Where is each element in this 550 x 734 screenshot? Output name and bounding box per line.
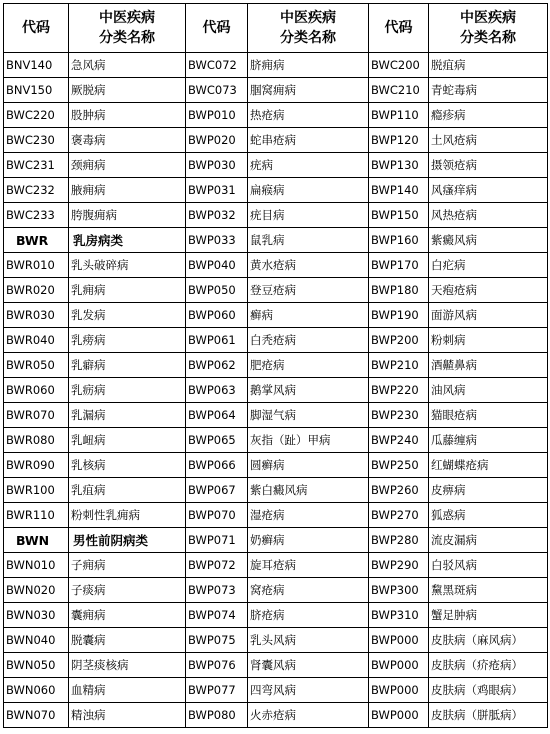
disease-code: BWP071 — [186, 528, 248, 553]
disease-name: 乳发病 — [69, 303, 186, 328]
header-name-line2: 分类名称 — [280, 30, 336, 46]
disease-name: 红蝴蝶疮病 — [429, 453, 548, 478]
header-name — [429, 4, 548, 53]
header-name — [69, 4, 186, 53]
disease-name: 狐惑病 — [429, 503, 548, 528]
header-name-line2: 分类名称 — [460, 30, 516, 46]
disease-name: 黄水疮病 — [248, 253, 369, 278]
disease-code: BWP220 — [369, 378, 429, 403]
disease-name: 皮肤病（胼胝病） — [429, 703, 548, 728]
disease-code: BWP280 — [369, 528, 429, 553]
disease-code: BWP230 — [369, 403, 429, 428]
disease-name: 圆癣病 — [248, 453, 369, 478]
header-row — [4, 4, 548, 53]
disease-code: BWN030 — [4, 603, 69, 628]
disease-code: BWP140 — [369, 178, 429, 203]
header-name-line1: 中医疾病 — [280, 10, 336, 26]
disease-name: 血精病 — [69, 678, 186, 703]
disease-name: 窝疮病 — [248, 578, 369, 603]
category-name: 男性前阴病类 — [69, 528, 186, 553]
disease-name: 紫癜风病 — [429, 228, 548, 253]
disease-code: BWP290 — [369, 553, 429, 578]
disease-name: 股肿病 — [69, 103, 186, 128]
disease-name: 摄领疮病 — [429, 153, 548, 178]
disease-name: 乳头破碎病 — [69, 253, 186, 278]
disease-name: 白驳风病 — [429, 553, 548, 578]
disease-name: 子痈病 — [69, 553, 186, 578]
disease-name: 皮肤病（鸡眼病） — [429, 678, 548, 703]
disease-name: 脱囊病 — [69, 628, 186, 653]
table-row — [4, 178, 548, 203]
disease-name: 厥脱病 — [69, 78, 186, 103]
table-row — [4, 228, 548, 253]
disease-code: BWC230 — [4, 128, 69, 153]
disease-name: 热疮病 — [248, 103, 369, 128]
disease-code: BWR050 — [4, 353, 69, 378]
category-name: 乳房病类 — [69, 228, 186, 253]
disease-name: 天疱疮病 — [429, 278, 548, 303]
disease-name: 乳头风病 — [248, 628, 369, 653]
disease-name: 皮肤病（疥疮病） — [429, 653, 548, 678]
disease-name: 乳疬病 — [69, 378, 186, 403]
disease-name: 乳核病 — [69, 453, 186, 478]
disease-code: BWP190 — [369, 303, 429, 328]
disease-code: BWP260 — [369, 478, 429, 503]
disease-name: 乳癖病 — [69, 353, 186, 378]
header-code: 代码 — [369, 4, 429, 53]
disease-code: BWN010 — [4, 553, 69, 578]
disease-code: BWP180 — [369, 278, 429, 303]
table-row — [4, 528, 548, 553]
disease-name: 流皮漏病 — [429, 528, 548, 553]
disease-name: 乳衄病 — [69, 428, 186, 453]
disease-code: BWP030 — [186, 153, 248, 178]
disease-code: BNV140 — [4, 53, 69, 78]
disease-code: BWP076 — [186, 653, 248, 678]
disease-code: BWC072 — [186, 53, 248, 78]
disease-name: 扁瘊病 — [248, 178, 369, 203]
header-name-line2: 分类名称 — [99, 30, 155, 46]
disease-name: 脱疽病 — [429, 53, 548, 78]
disease-code: BWP210 — [369, 353, 429, 378]
disease-code: BWN060 — [4, 678, 69, 703]
disease-name: 乳漏病 — [69, 403, 186, 428]
disease-name: 登豆疮病 — [248, 278, 369, 303]
disease-code: BWR010 — [4, 253, 69, 278]
disease-name: 乳疽病 — [69, 478, 186, 503]
disease-code: BWP010 — [186, 103, 248, 128]
disease-name: 黧黑斑病 — [429, 578, 548, 603]
disease-code: BWR020 — [4, 278, 69, 303]
disease-code: BWC231 — [4, 153, 69, 178]
disease-code: BWP080 — [186, 703, 248, 728]
disease-code: BWP300 — [369, 578, 429, 603]
disease-code: BWN020 — [4, 578, 69, 603]
disease-name: 脐痈病 — [248, 53, 369, 78]
disease-code: BWP170 — [369, 253, 429, 278]
disease-name: 四弯风病 — [248, 678, 369, 703]
disease-code: BWR070 — [4, 403, 69, 428]
disease-name: 蟹足肿病 — [429, 603, 548, 628]
disease-code: BWR080 — [4, 428, 69, 453]
disease-code: BWP067 — [186, 478, 248, 503]
disease-code: BWP250 — [369, 453, 429, 478]
disease-name: 褒毒病 — [69, 128, 186, 153]
table-row — [4, 603, 548, 628]
disease-code: BWP050 — [186, 278, 248, 303]
disease-code: BWP000 — [369, 703, 429, 728]
disease-code: BWC200 — [369, 53, 429, 78]
disease-code: BWP063 — [186, 378, 248, 403]
disease-code: BWP110 — [369, 103, 429, 128]
header-name — [248, 4, 369, 53]
disease-code: BWP000 — [369, 678, 429, 703]
disease-code: BNV150 — [4, 78, 69, 103]
disease-code: BWP120 — [369, 128, 429, 153]
disease-code: BWN070 — [4, 703, 69, 728]
disease-code: BWN050 — [4, 653, 69, 678]
disease-code: BWC210 — [369, 78, 429, 103]
table-row — [4, 303, 548, 328]
disease-code: BWC233 — [4, 203, 69, 228]
table-row — [4, 403, 548, 428]
table-row — [4, 428, 548, 453]
disease-name: 白疕病 — [429, 253, 548, 278]
table-row — [4, 353, 548, 378]
disease-code: BWP031 — [186, 178, 248, 203]
table-row — [4, 253, 548, 278]
disease-code: BWC220 — [4, 103, 69, 128]
disease-name: 粉刺性乳痈病 — [69, 503, 186, 528]
disease-name: 腘窝痈病 — [248, 78, 369, 103]
disease-name: 急风病 — [69, 53, 186, 78]
table-row — [4, 578, 548, 603]
disease-code: BWP074 — [186, 603, 248, 628]
disease-name: 面游风病 — [429, 303, 548, 328]
disease-code: BWP200 — [369, 328, 429, 353]
disease-code: BWP077 — [186, 678, 248, 703]
disease-name: 鼠乳病 — [248, 228, 369, 253]
disease-name: 疣目病 — [248, 203, 369, 228]
disease-name: 皮肤病（麻风病） — [429, 628, 548, 653]
disease-name: 酒齄鼻病 — [429, 353, 548, 378]
disease-name: 土风疮病 — [429, 128, 548, 153]
disease-code: BWP270 — [369, 503, 429, 528]
disease-name: 粉刺病 — [429, 328, 548, 353]
disease-name: 癣病 — [248, 303, 369, 328]
disease-name: 瘾疹病 — [429, 103, 548, 128]
header-code: 代码 — [4, 4, 69, 53]
disease-name: 瓜藤缠病 — [429, 428, 548, 453]
disease-code: BWR030 — [4, 303, 69, 328]
header-name-line1: 中医疾病 — [460, 10, 516, 26]
disease-name: 鹅掌风病 — [248, 378, 369, 403]
disease-code-table — [3, 3, 548, 728]
table-row — [4, 503, 548, 528]
disease-name: 颈痈病 — [69, 153, 186, 178]
table-row — [4, 703, 548, 728]
disease-code: BWC232 — [4, 178, 69, 203]
disease-code: BWR100 — [4, 478, 69, 503]
table-row — [4, 53, 548, 78]
disease-code: BWP064 — [186, 403, 248, 428]
disease-name: 阴茎痰核病 — [69, 653, 186, 678]
disease-code: BWP073 — [186, 578, 248, 603]
table-row — [4, 678, 548, 703]
disease-name: 湿疮病 — [248, 503, 369, 528]
disease-name: 肥疮病 — [248, 353, 369, 378]
disease-name: 油风病 — [429, 378, 548, 403]
disease-code: BWP062 — [186, 353, 248, 378]
disease-code: BWP066 — [186, 453, 248, 478]
disease-code: BWP065 — [186, 428, 248, 453]
disease-name: 青蛇毒病 — [429, 78, 548, 103]
category-code: BWN — [4, 528, 69, 553]
disease-code: BWP075 — [186, 628, 248, 653]
disease-name: 奶癣病 — [248, 528, 369, 553]
disease-code: BWR090 — [4, 453, 69, 478]
table-row — [4, 553, 548, 578]
disease-code: BWP033 — [186, 228, 248, 253]
disease-name: 肾囊风病 — [248, 653, 369, 678]
table-header — [4, 4, 548, 53]
table-row — [4, 328, 548, 353]
disease-name: 腋痈病 — [69, 178, 186, 203]
disease-name: 疣病 — [248, 153, 369, 178]
disease-code: BWR060 — [4, 378, 69, 403]
disease-name: 灰指（趾）甲病 — [248, 428, 369, 453]
disease-name: 胯腹痈病 — [69, 203, 186, 228]
disease-code: BWP000 — [369, 653, 429, 678]
disease-name: 精浊病 — [69, 703, 186, 728]
disease-code: BWP072 — [186, 553, 248, 578]
header-code: 代码 — [186, 4, 248, 53]
table-row — [4, 278, 548, 303]
table-row — [4, 203, 548, 228]
disease-code: BWP000 — [369, 628, 429, 653]
table-body — [4, 53, 548, 728]
disease-name: 乳痈病 — [69, 278, 186, 303]
disease-code: BWP040 — [186, 253, 248, 278]
disease-code: BWR040 — [4, 328, 69, 353]
disease-name: 旋耳疮病 — [248, 553, 369, 578]
disease-code: BWP130 — [369, 153, 429, 178]
disease-code: BWP150 — [369, 203, 429, 228]
disease-code: BWP032 — [186, 203, 248, 228]
disease-code: BWP160 — [369, 228, 429, 253]
disease-name: 火赤疮病 — [248, 703, 369, 728]
disease-name: 紫白癜风病 — [248, 478, 369, 503]
table-row — [4, 153, 548, 178]
table-row — [4, 653, 548, 678]
category-code: BWR — [4, 228, 69, 253]
disease-name: 脐疮病 — [248, 603, 369, 628]
disease-code: BWC073 — [186, 78, 248, 103]
disease-name: 子痰病 — [69, 578, 186, 603]
disease-code: BWP070 — [186, 503, 248, 528]
disease-code: BWP240 — [369, 428, 429, 453]
disease-name: 风瘙痒病 — [429, 178, 548, 203]
disease-name: 风热疮病 — [429, 203, 548, 228]
table-row — [4, 478, 548, 503]
disease-name: 白秃疮病 — [248, 328, 369, 353]
disease-name: 囊痈病 — [69, 603, 186, 628]
table-row — [4, 378, 548, 403]
disease-name: 皮痹病 — [429, 478, 548, 503]
header-name-line1: 中医疾病 — [99, 10, 155, 26]
disease-code: BWN040 — [4, 628, 69, 653]
table-row — [4, 78, 548, 103]
disease-code: BWP020 — [186, 128, 248, 153]
disease-code: BWP310 — [369, 603, 429, 628]
disease-code: BWP060 — [186, 303, 248, 328]
table-row — [4, 453, 548, 478]
disease-name: 脚湿气病 — [248, 403, 369, 428]
disease-code: BWP061 — [186, 328, 248, 353]
table-row — [4, 103, 548, 128]
disease-name: 蛇串疮病 — [248, 128, 369, 153]
table-row — [4, 628, 548, 653]
disease-code: BWR110 — [4, 503, 69, 528]
table-row — [4, 128, 548, 153]
disease-name: 乳痨病 — [69, 328, 186, 353]
disease-name: 猫眼疮病 — [429, 403, 548, 428]
